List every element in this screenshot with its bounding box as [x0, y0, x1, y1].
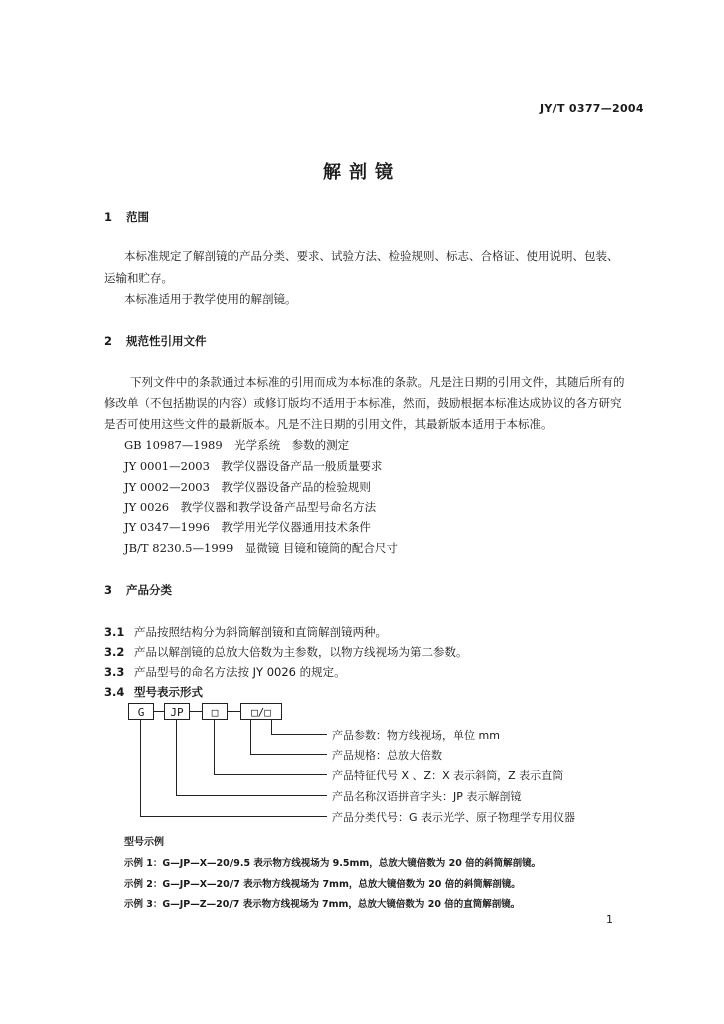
- clause-number: 3.2: [104, 645, 125, 659]
- diagram-label-spec: 产品规格：总放大倍数: [332, 749, 442, 762]
- section-2-title: 规范性引用文件: [126, 334, 207, 348]
- reference-item: JY 0347—1996 教学用光学仪器通用技术条件: [124, 520, 371, 534]
- clause-3-1: [104, 624, 387, 640]
- example-item: 示例 2：G—JP—X—20/7 表示物方线视场为 7mm，总放大镜倍数为 20 倍的斜筒解剖镜。: [124, 879, 521, 890]
- section-2-number: 2: [104, 334, 113, 348]
- clause-number: 3.3: [104, 665, 125, 679]
- clause-number: 3.4: [104, 685, 125, 699]
- section-2-heading: [104, 333, 207, 349]
- leader-line: [176, 795, 327, 796]
- section-2-paragraph-c: 是否可使用这些文件的最新版本。凡是不注日期的引用文件，其最新版本适用于本标准。: [104, 417, 553, 431]
- leader-line: [140, 720, 141, 816]
- section-1-paragraph-1a: 本标准规定了解剖镜的产品分类、要求、试验方法、检验规则、标志、合格证、使用说明、包装、: [124, 249, 619, 263]
- section-1-number: 1: [104, 210, 113, 224]
- section-1-title: 范围: [126, 210, 149, 224]
- section-1-heading: [104, 209, 149, 225]
- diagram-box-category: G: [128, 703, 154, 720]
- clause-3-3: [104, 664, 346, 680]
- connector-line: [154, 711, 164, 712]
- page-number: 1: [606, 913, 613, 926]
- leader-line: [176, 720, 177, 795]
- clause-text: 产品型号的命名方法按 JY 0026 的规定。: [134, 665, 346, 679]
- section-3-title: 产品分类: [126, 583, 172, 597]
- leader-line: [271, 720, 272, 734]
- example-item: 示例 1：G—JP—X—20/9.5 表示物方线视场为 9.5mm，总放大镜倍数为 20 倍的斜筒解剖镜。: [124, 858, 542, 869]
- reference-item: JB/T 8230.5—1999 显微镜 目镜和镜筒的配合尺寸: [124, 541, 398, 555]
- section-3-heading: [104, 582, 172, 598]
- leader-line: [250, 754, 327, 755]
- diagram-label-parameter: 产品参数：物方线视场，单位 mm: [332, 729, 500, 742]
- connector-line: [190, 711, 202, 712]
- leader-line: [214, 720, 215, 774]
- diagram-box-name: JP: [164, 703, 190, 720]
- section-3-number: 3: [104, 583, 113, 597]
- clause-text: 产品以解剖镜的总放大倍数为主参数，以物方线视场为第二参数。: [134, 645, 468, 659]
- leader-line: [214, 774, 327, 775]
- diagram-box-feature: □: [202, 703, 228, 720]
- document-title: 解剖镜: [323, 162, 401, 183]
- diagram-box-spec-param: □/□: [240, 703, 282, 720]
- standard-number: JY/T 0377—2004: [540, 102, 644, 115]
- reference-item: JY 0001—2003 教学仪器设备产品一般质量要求: [124, 459, 383, 473]
- section-2-paragraph-b: 修改单（不包括勘误的内容）或修订版均不适用于本标准，然而，鼓励根据本标准达成协议的各方研究: [104, 396, 622, 410]
- section-1-paragraph-1b: 运输和贮存。: [104, 271, 173, 285]
- leader-line: [271, 734, 327, 735]
- diagram-label-category: 产品分类代号：G 表示光学、原子物理学专用仪器: [332, 811, 576, 824]
- diagram-label-feature: 产品特征代号 X 、Z：X 表示斜筒，Z 表示直筒: [332, 769, 564, 782]
- section-2-paragraph-a: 下列文件中的条款通过本标准的引用而成为本标准的条款。凡是注日期的引用文件，其随后所有的: [130, 375, 625, 389]
- clause-3-4: [104, 684, 203, 700]
- section-1-paragraph-2: 本标准适用于教学使用的解剖镜。: [124, 292, 297, 306]
- leader-line: [140, 816, 327, 817]
- clause-number: 3.1: [104, 625, 125, 639]
- example-item: 示例 3：G—JP—Z—20/7 表示物方线视场为 7mm，总放大镜倍数为 20 倍的直筒解剖镜。: [124, 899, 521, 910]
- reference-item: GB 10987—1989 光学系统 参数的测定: [124, 438, 350, 452]
- reference-item: JY 0026 教学仪器和教学设备产品型号命名方法: [124, 500, 377, 514]
- diagram-label-name: 产品名称汉语拼音字头：JP 表示解剖镜: [332, 790, 522, 803]
- clause-text: 型号表示形式: [134, 685, 203, 699]
- clause-text: 产品按照结构分为斜筒解剖镜和直筒解剖镜两种。: [134, 625, 387, 639]
- reference-item: JY 0002—2003 教学仪器设备产品的检验规则: [124, 480, 371, 494]
- connector-line: [228, 711, 240, 712]
- clause-3-2: [104, 644, 468, 660]
- leader-line: [250, 720, 251, 754]
- examples-heading: 型号示例: [124, 837, 164, 848]
